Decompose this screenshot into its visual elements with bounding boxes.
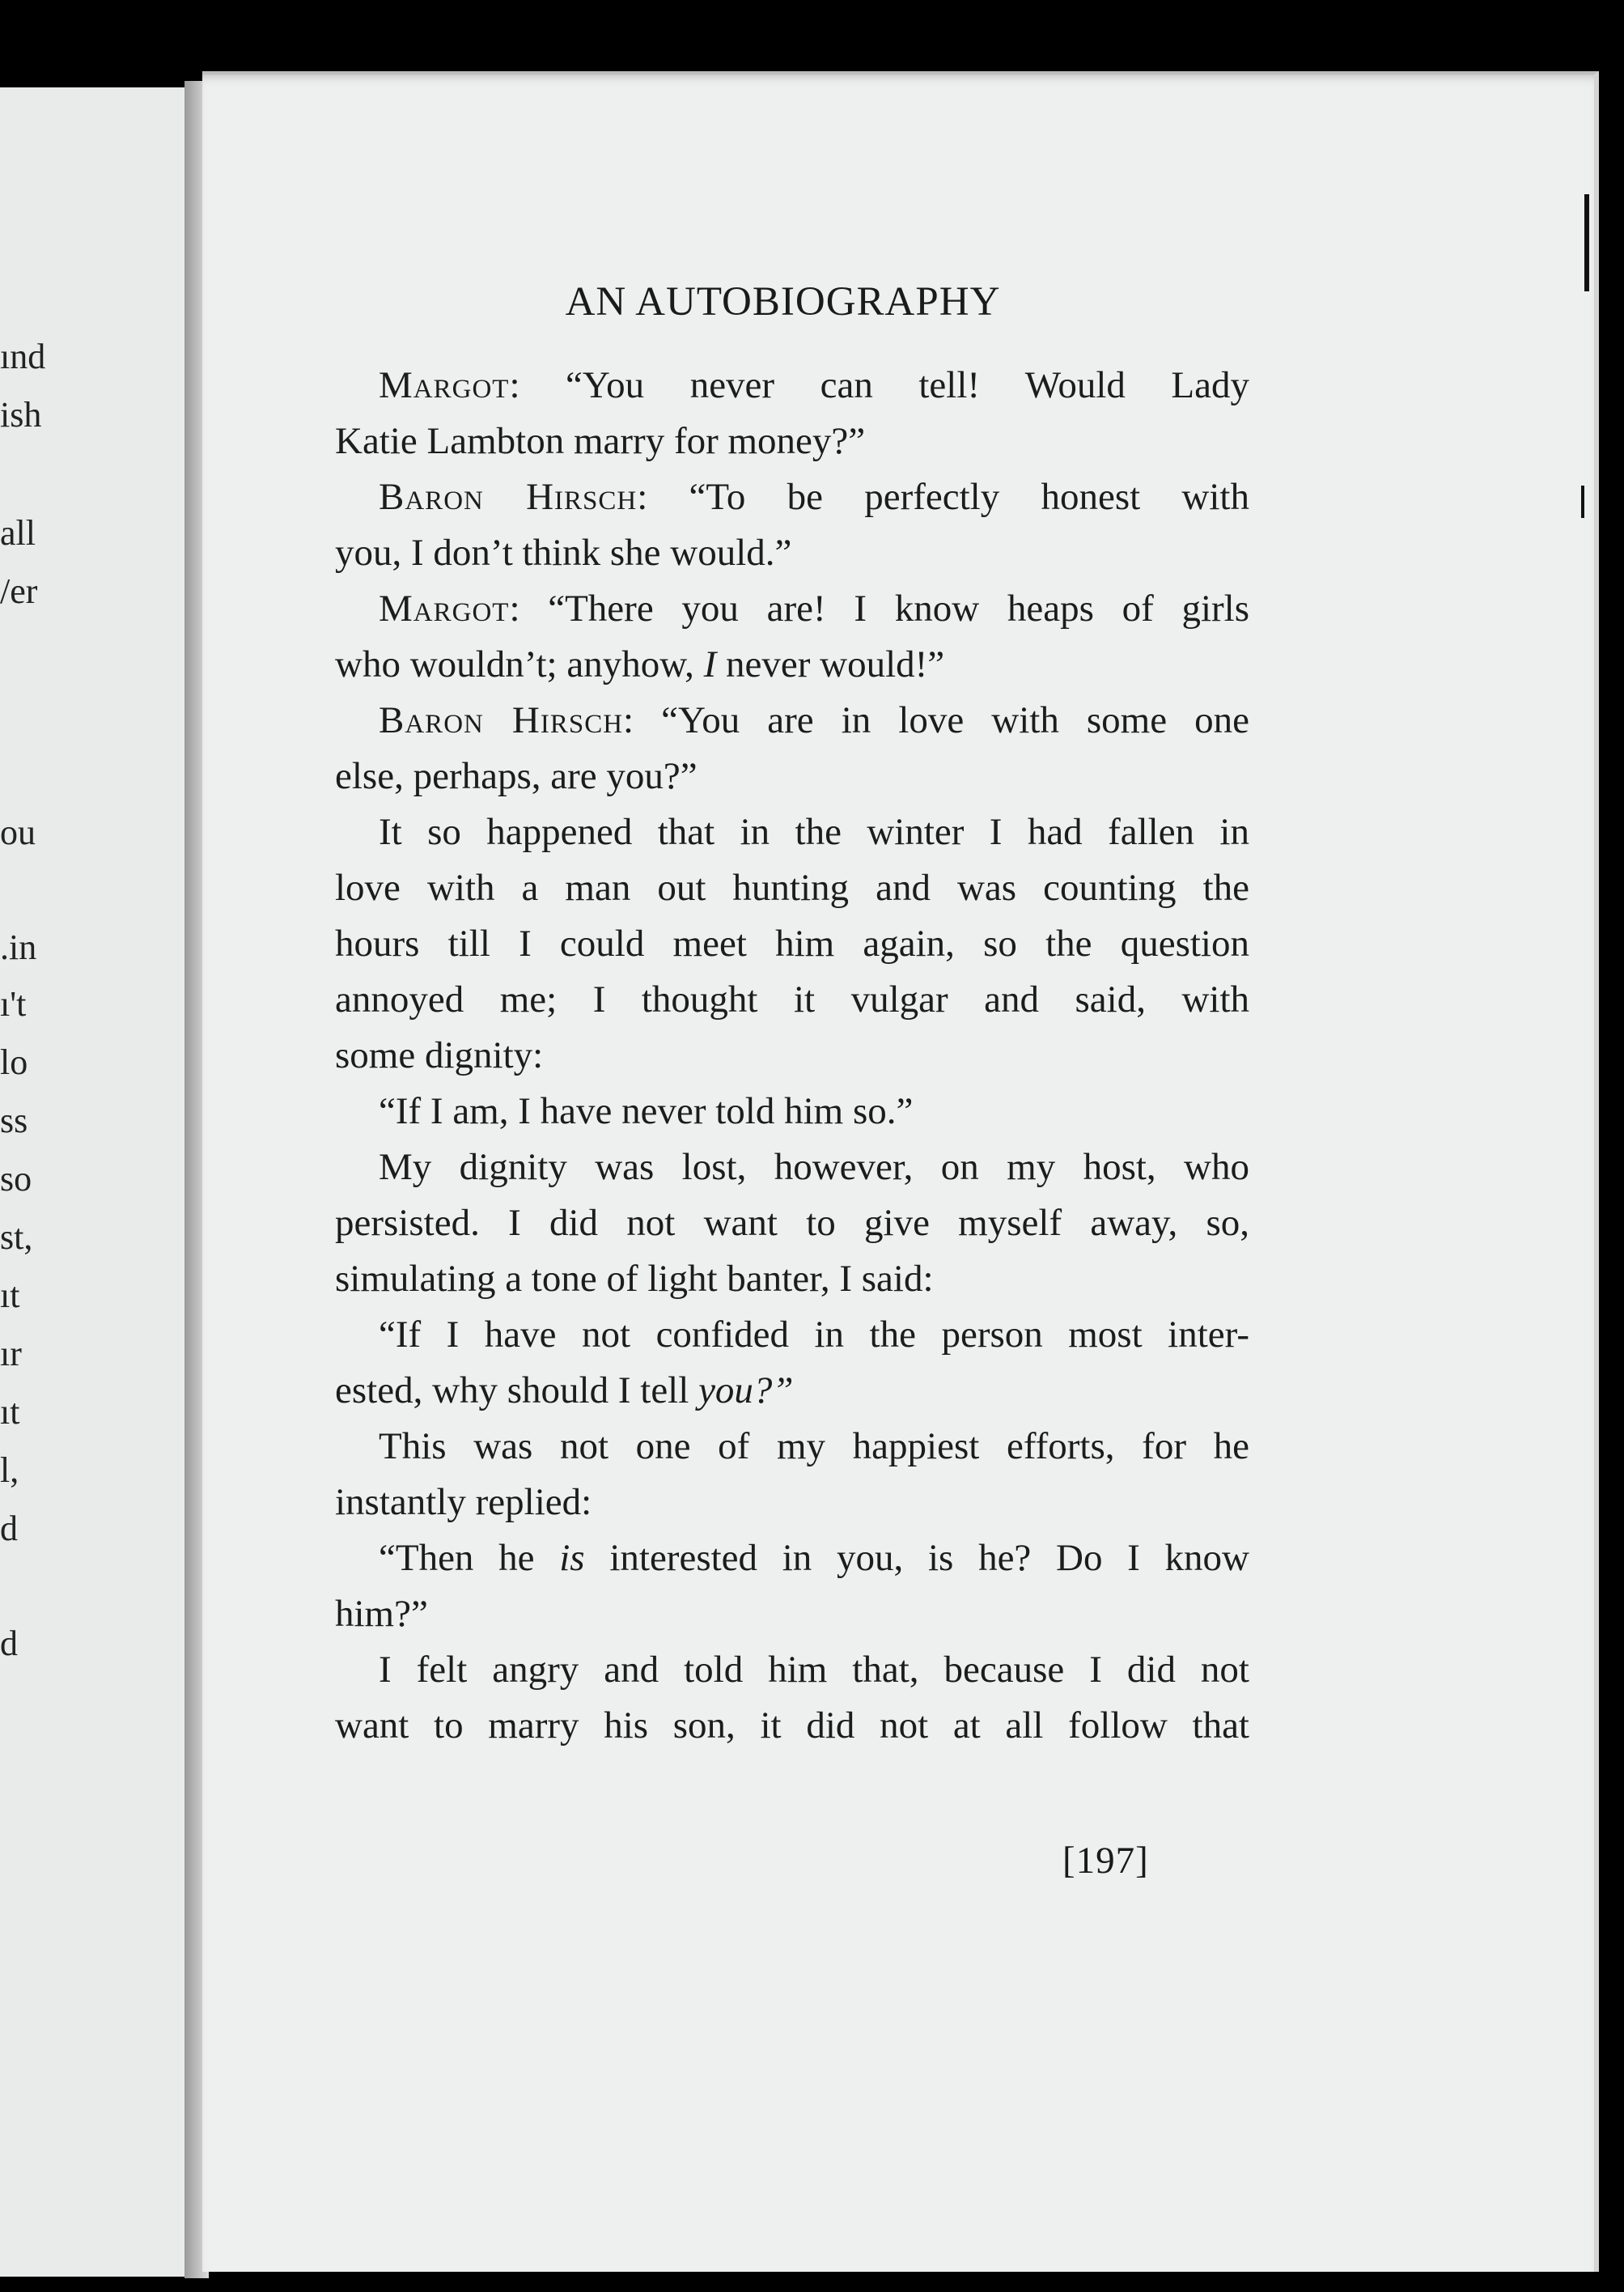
left-page-text-fragment: ish bbox=[0, 395, 42, 435]
left-page-text-fragment: d bbox=[0, 1509, 18, 1548]
left-facing-page bbox=[0, 87, 196, 2277]
left-page-text-fragment: st, bbox=[0, 1217, 33, 1257]
text-line bbox=[335, 1698, 1249, 1754]
emphasis-text: I bbox=[703, 643, 717, 685]
text-run: It so happened that in the winter I had fallen in bbox=[379, 811, 1249, 853]
text-run: else, perhaps, are you?” bbox=[335, 755, 698, 797]
text-line bbox=[335, 749, 1249, 804]
text-line bbox=[335, 414, 1249, 469]
speaker-name: Baron Hirsch bbox=[379, 476, 638, 518]
text-line bbox=[335, 804, 1249, 860]
left-page-text-fragment: l, bbox=[0, 1450, 19, 1490]
running-header: AN AUTOBIOGRAPHY bbox=[565, 279, 1001, 325]
speaker-name: Margot bbox=[379, 364, 510, 406]
text-run: I felt angry and told him that, because I did not bbox=[379, 1649, 1249, 1691]
page-number: [197] bbox=[1062, 1840, 1149, 1882]
left-page-text-fragment: .in bbox=[0, 927, 37, 967]
left-page-text-fragment: ıt bbox=[0, 1275, 20, 1315]
left-page-text-fragment: lo bbox=[0, 1042, 28, 1082]
left-page-text-fragment: ır bbox=[0, 1334, 22, 1373]
page-body bbox=[335, 358, 1249, 1754]
text-run: This was not one of my happiest efforts, for he bbox=[379, 1425, 1249, 1467]
text-line bbox=[335, 1363, 1249, 1419]
text-line bbox=[335, 1028, 1249, 1084]
text-run: interested in you, is he? Do I know bbox=[584, 1537, 1249, 1579]
text-line bbox=[335, 1307, 1249, 1363]
left-page-text-fragment: so bbox=[0, 1159, 32, 1199]
text-line bbox=[335, 1084, 1249, 1140]
text-run: persisted. I did not want to give myself away, so, bbox=[335, 1202, 1249, 1244]
text-line bbox=[335, 1419, 1249, 1475]
text-run: “If I am, I have never told him so.” bbox=[379, 1090, 914, 1132]
book-page bbox=[202, 71, 1599, 2272]
text-line bbox=[335, 860, 1249, 916]
text-run: ested, why should I tell bbox=[335, 1369, 699, 1411]
text-run: want to marry his son, it did not at all follow that bbox=[335, 1704, 1249, 1747]
left-page-text-fragment: all bbox=[0, 513, 36, 553]
text-run: hours till I could meet him again, so the question bbox=[335, 923, 1249, 965]
emphasis-text: is bbox=[559, 1537, 585, 1579]
text-line bbox=[335, 581, 1249, 637]
text-line bbox=[335, 1530, 1249, 1586]
text-run: “Then he bbox=[379, 1537, 560, 1579]
speaker-name: Baron Hirsch bbox=[379, 699, 624, 741]
left-page-text-fragment: ınd bbox=[0, 337, 46, 376]
text-run: him?” bbox=[335, 1593, 428, 1635]
left-page-text-fragment: /er bbox=[0, 571, 38, 611]
left-page-text-fragment: ıt bbox=[0, 1392, 20, 1432]
speaker-name: Margot bbox=[379, 588, 510, 630]
text-line bbox=[335, 972, 1249, 1028]
text-run: simulating a tone of light banter, I said: bbox=[335, 1258, 934, 1300]
text-line bbox=[335, 1642, 1249, 1698]
text-line bbox=[335, 1586, 1249, 1642]
text-run: some dignity: bbox=[335, 1034, 544, 1076]
left-page-text-fragment: ou bbox=[0, 813, 36, 852]
text-run: love with a man out hunting and was counting the bbox=[335, 867, 1249, 909]
text-line bbox=[335, 1140, 1249, 1195]
text-run: : “You never can tell! Would Lady bbox=[509, 364, 1249, 406]
emphasis-text: you?” bbox=[698, 1369, 794, 1411]
text-run: who wouldn’t; anyhow, bbox=[335, 643, 704, 685]
text-run: “If I have not confided in the person most inter- bbox=[379, 1314, 1249, 1356]
page-edge-mark bbox=[1581, 486, 1584, 518]
text-run: Katie Lambton marry for money?” bbox=[335, 420, 866, 462]
text-line bbox=[335, 1475, 1249, 1530]
text-line bbox=[335, 469, 1249, 525]
text-line bbox=[335, 358, 1249, 414]
text-line bbox=[335, 525, 1249, 581]
text-run: : “There you are! I know heaps of girls bbox=[509, 588, 1249, 630]
text-run: you, I don’t think she would.” bbox=[335, 532, 792, 574]
left-page-text-fragment: d bbox=[0, 1624, 18, 1663]
text-line bbox=[335, 916, 1249, 972]
text-line bbox=[335, 1195, 1249, 1251]
text-run: instantly replied: bbox=[335, 1481, 592, 1523]
text-run: : “You are in love with some one bbox=[623, 699, 1249, 741]
text-line bbox=[335, 637, 1249, 693]
text-line bbox=[335, 693, 1249, 749]
text-run: never would!” bbox=[716, 643, 945, 685]
left-page-text-fragment: ı't bbox=[0, 984, 27, 1024]
page-edge-mark bbox=[1584, 194, 1589, 291]
text-run: annoyed me; I thought it vulgar and said, with bbox=[335, 978, 1249, 1021]
left-page-text-fragment: ss bbox=[0, 1101, 28, 1140]
text-run: My dignity was lost, however, on my host, who bbox=[379, 1146, 1249, 1188]
text-run: : “To be perfectly honest with bbox=[637, 476, 1249, 518]
text-line bbox=[335, 1251, 1249, 1307]
